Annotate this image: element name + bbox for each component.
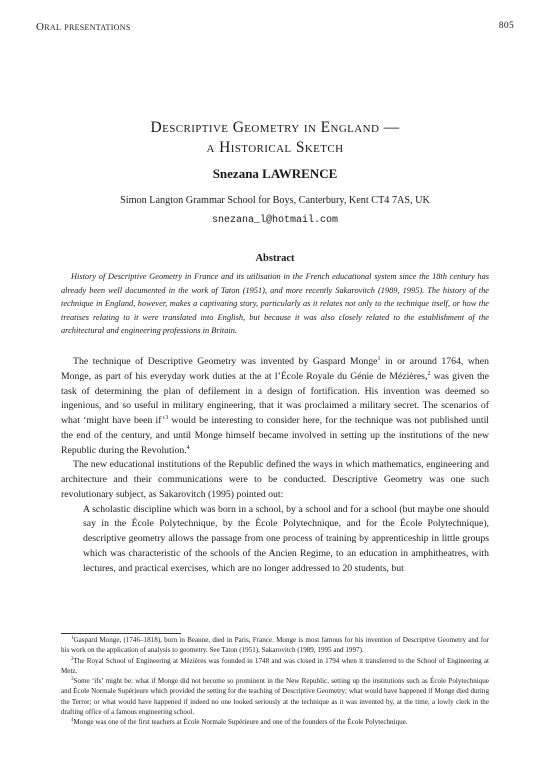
footnote-ref-1: 1 (377, 356, 381, 362)
footnote-2: $^2$The Royal School of Engineering at Mézières was founded in 1748 and was closed in 1794 when it transferred to the School of Engineering at Metz. (61, 656, 489, 675)
paragraph-1: The technique of Descriptive Geometry was invented by Gaspard Monge$^1$ in or around 1764, when Monge, as part of his everyday work duties at the at l’École Royale du Génie de Mézières,$^2$ was given the task of determining the plan of defilement in a design of fortification. His invention was deemed so ingenious, and so useful in military engineering, that it was proclaimed a military secret. The scenarios of what ‘might have been if’$^3$ would be interesting to consider here, for the technique was not published until the end of the century, and until Monge himself became involved in setting up the institutions of the new Republic during the Revolution.$^4$ (61, 356, 489, 456)
running-head (36, 21, 514, 33)
author-name: Snezana LAWRENCE (212, 166, 338, 181)
footnote-ref-2: 2 (427, 370, 431, 377)
footnote-4: $^4$Monge was one of the first teachers at École Normale Supérieure and one of the founders of the École Polytechnique. (71, 718, 408, 727)
footnote-1: $^1$Gaspard Monge, (1746–1818), born in Beaune, died in Paris, France. Monge is most famous for his invention of Descriptive Geometry and for his work on the application of analysis to geometry. See Taton (1951), Sakarovitch (1989, 1995 and 1997). (61, 636, 489, 655)
paper-title-line-1: Descriptive Geometry in England — (150, 119, 400, 136)
footnote-3: $^3$Some ‘ifs’ might be: what if Monge did not become so prominent in the New Republic, setting up the institutions such as École Polytechnique and École Normale Supérieure which provided the setting for the teaching of Descriptive Geometry; what would have happened if Monge died during the Terror; or what would have happened if indeed no one looked seriously at the technique as it was invented by, at the time, a lowly clerk in the drafting office of a famous engineering school. (61, 677, 489, 717)
abstract-heading: Abstract (255, 253, 295, 264)
abstract-text: History of Descriptive Geometry in France and its utilisation in the French educational system since the 18th century has already been well documented in the work of Taton (1951), and more recently Sakarovitch (1989, 1995). The history of the technique in England, however, makes a captivating story, particularly as it relates not only to the technique itself, or how the treatises relating to it were translated into English, but because it was also closely related to the establishment of the architectural and engineering professions in Britain. (61, 272, 489, 336)
paper-title-line-2: a Historical Sketch (206, 139, 344, 156)
author-affiliation: Simon Langton Grammar School for Boys, Canterbury, Kent CT4 7AS, UK (120, 195, 430, 206)
footnote-ref-4: 4 (186, 444, 190, 451)
paper-title (60, 118, 490, 158)
author-email: snezana_l@hotmail.com (211, 215, 339, 226)
footnote-ref-3: 3 (165, 415, 169, 421)
footnotes (61, 635, 489, 728)
block-quote: A scholastic discipline which was born in a school, by a school and for a school (but maybe one should say in the École Polytechnique, by the École Polytechnique, and for the École Polytechnique), descriptive geometry allows the passage from one process of training by apprenticeship in little groups which was characteristic of the schools of the Ancien Regime, to an education in amphitheatres, with lectures, and practical exercises, which are no longer addressed to 20 students, but (83, 503, 489, 574)
page-number: 805 (498, 21, 514, 31)
footnote-divider (61, 633, 181, 634)
running-head-section: Oral presentations (36, 21, 131, 33)
main-text (61, 355, 489, 576)
paragraph-2: The new educational institutions of the Republic defined the ways in which mathematics, engineering and architecture and their communications were to be conducted. Descriptive Geometry was one such revolutionary subject, as Sakarovitch (1995) pointed out: (61, 459, 489, 500)
